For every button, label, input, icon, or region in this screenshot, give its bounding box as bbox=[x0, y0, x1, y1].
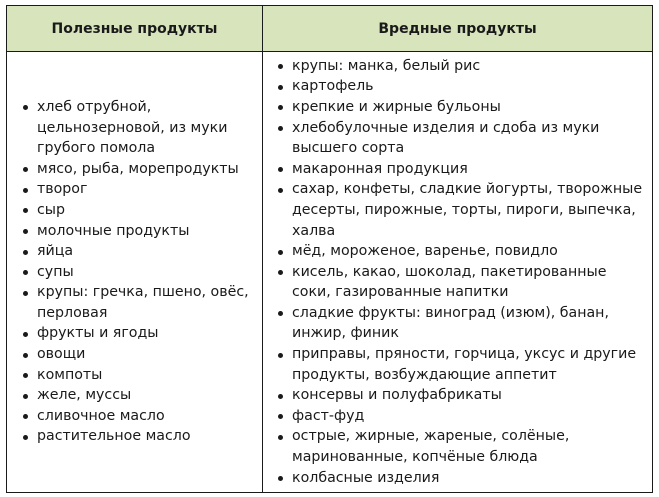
healthy-cell bbox=[7, 52, 263, 493]
list-item: кисель, какао, шоколад, пакетированные соки, газированные напитки bbox=[280, 262, 648, 303]
list-item: макаронная продукция bbox=[280, 159, 648, 180]
header-harmful: Вредные продукты bbox=[263, 6, 653, 52]
list-item: крепкие и жирные бульоны bbox=[280, 97, 648, 118]
list-item: фрукты и ягоды bbox=[25, 323, 258, 344]
list-item: мясо, рыба, морепродукты bbox=[25, 159, 258, 180]
list-item: хлеб отрубной, цельнозерновой, из муки грубого помола bbox=[25, 97, 258, 159]
list-item: сахар, конфеты, сладкие йогурты, творожные десерты, пирожные, торты, пироги, выпечка, халва bbox=[280, 179, 648, 241]
healthy-list bbox=[7, 97, 262, 447]
list-item: компоты bbox=[25, 365, 258, 386]
list-item: растительное масло bbox=[25, 426, 258, 447]
list-item: фаст-фуд bbox=[280, 406, 648, 427]
list-item: консервы и полуфабрикаты bbox=[280, 385, 648, 406]
list-item: сыр bbox=[25, 200, 258, 221]
list-item: желе, муссы bbox=[25, 385, 258, 406]
harmful-list bbox=[263, 56, 652, 488]
list-item: сладкие фрукты: виноград (изюм), банан, инжир, финик bbox=[280, 303, 648, 344]
header-healthy: Полезные продукты bbox=[7, 6, 263, 52]
list-item: приправы, пряности, горчица, уксус и другие продукты, возбуждающие аппетит bbox=[280, 344, 648, 385]
list-item: мёд, мороженое, варенье, повидло bbox=[280, 241, 648, 262]
harmful-cell bbox=[263, 52, 653, 493]
list-item: молочные продукты bbox=[25, 221, 258, 242]
list-item: творог bbox=[25, 179, 258, 200]
list-item: овощи bbox=[25, 344, 258, 365]
list-item: картофель bbox=[280, 76, 648, 97]
list-item: крупы: манка, белый рис bbox=[280, 56, 648, 77]
products-table bbox=[6, 5, 653, 493]
list-item: колбасные изделия bbox=[280, 468, 648, 489]
list-item: яйца bbox=[25, 241, 258, 262]
content-row bbox=[7, 52, 653, 493]
list-item: супы bbox=[25, 262, 258, 283]
list-item: сливочное масло bbox=[25, 406, 258, 427]
list-item: острые, жирные, жареные, солёные, маринованные, копчёные блюда bbox=[280, 426, 648, 467]
list-item: крупы: гречка, пшено, овёс, перловая bbox=[25, 282, 258, 323]
header-row bbox=[7, 6, 653, 52]
list-item: хлебобулочные изделия и сдоба из муки высшего сорта bbox=[280, 118, 648, 159]
